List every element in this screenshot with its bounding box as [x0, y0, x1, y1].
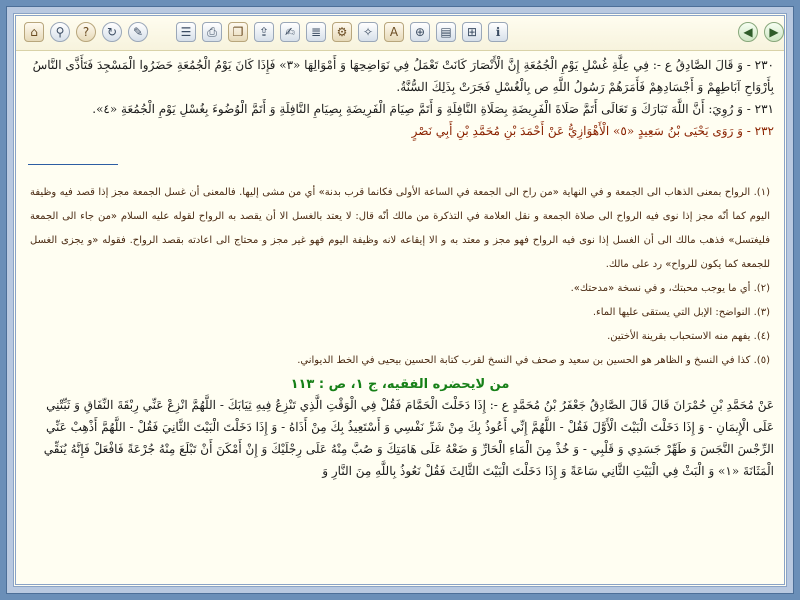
previous-page-icon[interactable]: ◀ — [738, 22, 758, 42]
print-icon[interactable]: ⎙ — [202, 22, 222, 42]
hammam-hadith: عَنْ مُحَمَّدِ بْنِ حُمْرَانَ قَالَ قَالَ الصَّادِقُ جَعْفَرُ بْنُ مُحَمَّدٍ ع -: إِذَا دَخَلْتَ الْحَمَّامَ فَقُلْ فِي الْوَقْتِ الَّذِي تَنْزِعُ فِيهِ ثِيَابَكَ - اللَّهُمَّ انْزِعْ عَنِّي رِبْقَةَ النِّفَاقِ وَ ثَبِّتْنِي عَلَى الْإِيمَانِ - وَ إِذَا دَخَلْتَ الْبَيْتَ الْأَوَّلَ فَقُلْ - اللَّهُمَّ إِنِّي أَعُوذُ بِكَ مِنْ شَرِّ نَفْسِي وَ أَسْتَعِيذُ بِكَ مِنْ أَذَاهُ - وَ إِذَا دَخَلْتَ الْبَيْتَ الثَّانِيَ فَقُلْ - اللَّهُمَّ أَذْهِبْ عَنِّي الرِّجْسَ النَّجَسَ وَ طَهِّرْ جَسَدِي وَ قَلْبِي - وَ خُذْ مِنَ الْمَاءِ الْحَارِّ وَ ضَعْهُ عَلَى هَامَتِكَ وَ صُبَّ مِنْهُ عَلَى رِجْلَيْكَ وَ إِنْ أَمْكَنَ أَنْ تَبْلَعَ مِنْهُ جُرْعَةً فَافْعَلْ فَإِنَّهُ يُنَقِّي الْمَثَانَةَ «١» وَ الْبَثْ فِي الْبَيْتِ الثَّانِي سَاعَةً وَ إِذَا دَخَلْتَ الْبَيْتَ الثَّالِثَ فَقُلْ نَعُوذُ بِاللَّهِ مِنَ النَّارِ وَ — [43, 398, 774, 478]
gear-icon[interactable]: ⚙ — [332, 22, 352, 42]
toolbar — [16, 16, 784, 51]
list-icon[interactable]: ☰ — [176, 22, 196, 42]
tree-icon[interactable]: ⊞ — [462, 22, 482, 42]
view-icon[interactable]: ▤ — [436, 22, 456, 42]
copy-icon[interactable]: ❐ — [228, 22, 248, 42]
bookmark-icon[interactable]: ✎ — [128, 22, 148, 42]
footnote-2: (٢). أي ما يوجب محبتك، و في نسخة «مدحتك». — [570, 283, 770, 294]
footnotes-section — [16, 181, 784, 373]
font-icon[interactable]: A — [384, 22, 404, 42]
next-page-text — [16, 394, 784, 482]
export-icon[interactable]: ⇪ — [254, 22, 274, 42]
help-icon[interactable]: ? — [76, 22, 96, 42]
next-page-icon[interactable]: ▶ — [764, 22, 784, 42]
home-icon[interactable]: ⌂ — [24, 22, 44, 42]
document-content — [16, 50, 784, 584]
page-reference-title: من لايحضره الفقيه، ج ١، ص : ١١٣ — [290, 377, 510, 392]
search-icon[interactable]: ⚲ — [50, 22, 70, 42]
notes-icon[interactable]: ✍ — [280, 22, 300, 42]
index-icon[interactable]: ≣ — [306, 22, 326, 42]
tools-icon[interactable]: ✧ — [358, 22, 378, 42]
footnote-4: (٤). يفهم منه الاستحباب بقرينة الأختين. — [607, 331, 770, 342]
info-icon[interactable]: ℹ — [488, 22, 508, 42]
zoom-icon[interactable]: ⊕ — [410, 22, 430, 42]
footnote-5: (٥). كذا في النسخ و الظاهر هو الحسين بن سعيد و صحف في النسخ لقرب كتابة الحسين بيحيى في الخط الديواني. — [297, 355, 770, 366]
hadith-230: ٢٣٠ - وَ قَالَ الصَّادِقُ ع -: فِي عِلَّةِ غُسْلِ يَوْمِ الْجُمُعَةِ إِنَّ الْأَنْصَارَ كَانَتْ تَعْمَلُ فِي نَوَاضِحِهَا وَ أَمْوَالِهَا «٣» فَإِذَا كَانَ يَوْمُ الْجُمُعَةِ حَضَرُوا الْمَسْجِدَ فَتَأَذَّى النَّاسُ بِأَرْوَاحِ آبَاطِهِمْ وَ أَجْسَادِهِمْ فَأَمَرَهُمْ رَسُولُ اللَّهِ ص بِالْغُسْلِ فَجَرَتْ بِذَلِكَ السُّنَّةُ. — [32, 58, 774, 94]
footnote-3: (٣). النواضح: الإبل التي يستقى عليها الماء. — [592, 307, 770, 318]
refresh-icon[interactable]: ↻ — [102, 22, 122, 42]
reader-panel — [13, 13, 787, 587]
app-window — [6, 6, 794, 594]
footnote-divider — [16, 150, 784, 169]
footnote-1: (١). الرواح بمعنى الذهاب الى الجمعة و في النهاية «من راح الى الجمعة في الساعة الأولى فكانما قرب بدنة» أي من مشى إليها. فالمعنى أن غسل الجمعة مجز إذا قصد فيه وظيفة اليوم كما أنّه مجز إذا نوى فيه الرواح الى صلاة الجمعة و نقل العلامة في التذكرة من مالك أنّه قال: لا يعتد بالغسل الا أن يقصد به الرواح لقوله عليه السلام «من جاء الى الجمعة فليغتسل» فذهب مالك الى أن الغسل إذا نوى فيه الرواح فهو مجز و معتد به و الا إيقاعه لانه وظيفة اليوم فهو غير مجز و محتاج الى اعادته بقصد الرواح. فقوله «و يجزى الغسل للجمعة كما يكون للرواح» رد على مالك. — [30, 187, 770, 270]
hadith-section — [16, 50, 784, 142]
hadith-231: ٢٣١ - وَ رُوِيَ: أَنَّ اللَّهَ تَبَارَكَ وَ تَعَالَى أَتَمَّ صَلَاةَ الْفَرِيضَةِ بِصَلَاةِ النَّافِلَةِ وَ أَتَمَّ صِيَامَ الْفَرِيضَةِ بِصِيَامِ النَّافِلَةِ وَ أَتَمَّ الْوُضُوءَ بِغُسْلِ يَوْمِ الْجُمُعَةِ «٤». — [92, 102, 774, 116]
hadith-232: ٢٣٢ - وَ رَوَى يَحْيَى بْنُ سَعِيدٍ «٥» الْأَهْوَازِيُّ عَنْ أَحْمَدَ بْنِ مُحَمَّدِ بْنِ أَبِي نَصْرٍ — [411, 124, 774, 138]
